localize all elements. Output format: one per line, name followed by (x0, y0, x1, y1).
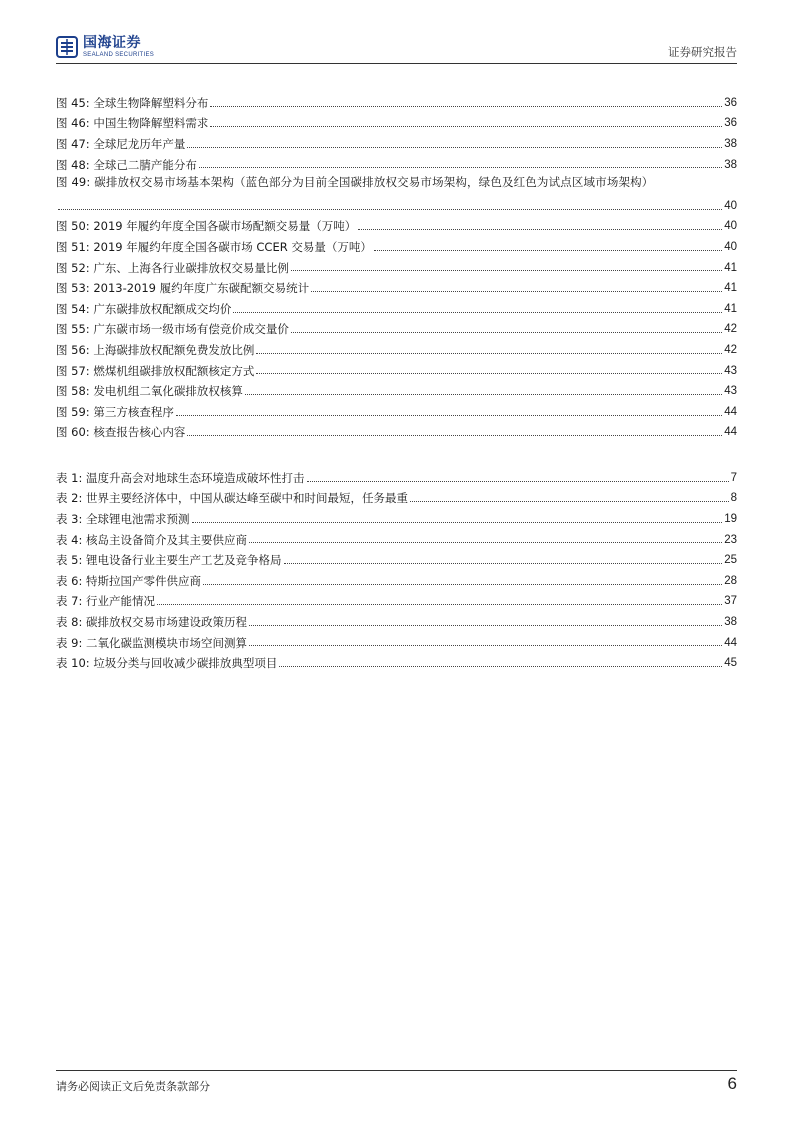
company-logo (56, 34, 154, 60)
footer-disclaimer: 请务必阅读正文后免责条款部分 (56, 1080, 210, 1093)
toc-entry-table-9[interactable] (56, 630, 737, 651)
toc-entry-label: 表 1: 温度升高会对地球生态环境造成破坏性打击 (56, 470, 305, 485)
dot-leader (410, 501, 729, 502)
dot-leader (203, 584, 722, 585)
logo-chinese-name: 国海证券 (83, 35, 141, 51)
toc-entry-page: 40 (724, 199, 737, 212)
toc-entry-table-1[interactable] (56, 465, 737, 486)
report-type-label: 证券研究报告 (668, 45, 737, 59)
toc-entry-label: 表 2: 世界主要经济体中，中国从碳达峰至碳中和时间最短，任务最重 (56, 491, 408, 506)
toc-entry-figure-53[interactable] (56, 275, 737, 296)
toc-entry-label: 图 52: 广东、上海各行业碳排放权交易量比例 (56, 260, 289, 275)
toc-entry-figure-51[interactable] (56, 234, 737, 255)
dot-leader (245, 394, 722, 395)
toc-entry-page: 25 (724, 554, 737, 567)
toc-entry-figure-45[interactable] (56, 90, 737, 111)
toc-entry-label: 图 57: 燃煤机组碳排放权配额核定方式 (56, 363, 255, 378)
footer-page-number: 6 (727, 1074, 737, 1093)
toc-entry-table-4[interactable] (56, 527, 737, 548)
dot-leader (210, 126, 722, 127)
toc-entry-page: 44 (724, 405, 737, 418)
toc-entry-figure-48[interactable] (56, 152, 737, 173)
toc-entry-figure-60[interactable] (56, 420, 737, 441)
toc-entry-label: 表 4: 核岛主设备简介及其主要供应商 (56, 532, 248, 547)
toc-entry-label: 表 6: 特斯拉国产零件供应商 (56, 573, 202, 588)
toc-entry-label: 图 55: 广东碳市场一级市场有偿竞价成交量价 (56, 322, 289, 337)
toc-entry-label: 图 54: 广东碳排放权配额成交均价 (56, 301, 232, 316)
toc-entry-figure-49[interactable] (56, 172, 737, 213)
toc-entry-page: 7 (730, 471, 737, 484)
toc-entry-page: 40 (724, 220, 737, 233)
logo-english-name: SEALAND SECURITIES (83, 52, 155, 58)
figure-list (56, 90, 737, 440)
dot-leader (374, 250, 722, 251)
toc-entry-table-5[interactable] (56, 547, 737, 568)
toc-entry-table-8[interactable] (56, 609, 737, 630)
toc-entry-label: 表 7: 行业产能情况 (56, 594, 156, 609)
dot-leader (187, 147, 722, 148)
toc-entry-figure-57[interactable] (56, 358, 737, 379)
dot-leader (192, 522, 723, 523)
toc-entry-label: 表 5: 锂电设备行业主要生产工艺及竞争格局 (56, 553, 282, 568)
dot-leader (311, 291, 722, 292)
toc-entry-label: 图 47: 全球尼龙历年产量 (56, 136, 186, 151)
dot-leader (291, 332, 722, 333)
toc-entry-page: 38 (724, 615, 737, 628)
toc-entry-table-2[interactable] (56, 486, 737, 507)
toc-entry-page: 44 (724, 426, 737, 439)
dot-leader (291, 270, 722, 271)
toc-entry-label: 图 56: 上海碳排放权配额免费发放比例 (56, 342, 255, 357)
toc-entry-figure-54[interactable] (56, 296, 737, 317)
toc-entry-figure-56[interactable] (56, 337, 737, 358)
toc-entry-label: 图 50: 2019 年履约年度全国各碳市场配额交易量（万吨） (56, 219, 357, 234)
toc-entry-page: 28 (724, 574, 737, 587)
toc-entry-figure-52[interactable] (56, 255, 737, 276)
toc-entry-page: 19 (724, 512, 737, 525)
toc-entry-figure-47[interactable] (56, 131, 737, 152)
toc-entry-figure-50[interactable] (56, 214, 737, 235)
toc-entry-page: 45 (724, 657, 737, 670)
dot-leader (358, 229, 722, 230)
toc-entry-label: 表 10: 垃圾分类与回收减少碳排放典型项目 (56, 656, 278, 671)
toc-entry-label: 图 58: 发电机组二氧化碳排放权核算 (56, 384, 243, 399)
toc-entry-page: 43 (724, 364, 737, 377)
dot-leader (307, 481, 729, 482)
dot-leader (249, 625, 722, 626)
dot-leader (210, 106, 722, 107)
table-list (56, 465, 737, 671)
toc-entry-page: 42 (724, 323, 737, 336)
toc-entry-label: 图 49: 碳排放权交易市场基本架构（蓝色部分为目前全国碳排放权交易市场架构，绿色及红色为试点区域市场架构） (56, 175, 654, 190)
toc-entry-figure-55[interactable] (56, 317, 737, 338)
toc-entry-label: 图 45: 全球生物降解塑料分布 (56, 95, 209, 110)
toc-entry-label: 图 59: 第三方核查程序 (56, 404, 174, 419)
toc-entry-page: 41 (724, 302, 737, 315)
toc-entry-page: 8 (730, 492, 737, 505)
dot-leader (176, 415, 722, 416)
dot-leader (187, 435, 722, 436)
toc-entry-label: 表 3: 全球锂电池需求预测 (56, 511, 190, 526)
dot-leader (256, 373, 722, 374)
toc-entry-table-3[interactable] (56, 506, 737, 527)
toc-entry-page: 36 (724, 117, 737, 130)
toc-entry-page: 23 (724, 533, 737, 546)
toc-entry-page: 38 (724, 158, 737, 171)
toc-entry-page: 36 (724, 96, 737, 109)
toc-entry-figure-46[interactable] (56, 111, 737, 132)
sealand-logo-icon (56, 36, 78, 58)
toc-entry-label: 图 51: 2019 年履约年度全国各碳市场 CCER 交易量（万吨） (56, 239, 372, 254)
toc-entry-label: 图 46: 中国生物降解塑料需求 (56, 116, 209, 131)
toc-entry-label: 图 53: 2013-2019 履约年度广东碳配额交易统计 (56, 281, 310, 296)
toc-entry-label: 表 9: 二氧化碳监测模块市场空间测算 (56, 635, 248, 650)
toc-entry-page: 42 (724, 343, 737, 356)
toc-entry-label: 表 8: 碳排放权交易市场建设政策历程 (56, 614, 248, 629)
toc-entry-label: 图 60: 核查报告核心内容 (56, 425, 186, 440)
dot-leader (58, 209, 722, 210)
toc-entry-page: 40 (724, 240, 737, 253)
dot-leader (284, 563, 723, 564)
toc-entry-table-7[interactable] (56, 589, 737, 610)
toc-entry-page: 37 (724, 595, 737, 608)
toc-entry-page: 38 (724, 137, 737, 150)
dot-leader (256, 353, 722, 354)
toc-entry-page: 41 (724, 282, 737, 295)
toc-entry-table-10[interactable] (56, 650, 737, 671)
toc-entry-label: 图 48: 全球己二腈产能分布 (56, 157, 197, 172)
toc-entry-figure-59[interactable] (56, 399, 737, 420)
footer-divider (56, 1070, 737, 1071)
dot-leader (249, 645, 722, 646)
page-header (56, 34, 737, 62)
toc-entry-page: 43 (724, 385, 737, 398)
dot-leader (279, 666, 722, 667)
toc-entry-page: 44 (724, 636, 737, 649)
dot-leader (233, 312, 722, 313)
dot-leader (157, 604, 722, 605)
dot-leader (199, 167, 722, 168)
toc-entry-figure-58[interactable] (56, 378, 737, 399)
toc-entry-page: 41 (724, 261, 737, 274)
toc-entry-table-6[interactable] (56, 568, 737, 589)
header-divider (56, 63, 737, 64)
dot-leader (249, 542, 722, 543)
